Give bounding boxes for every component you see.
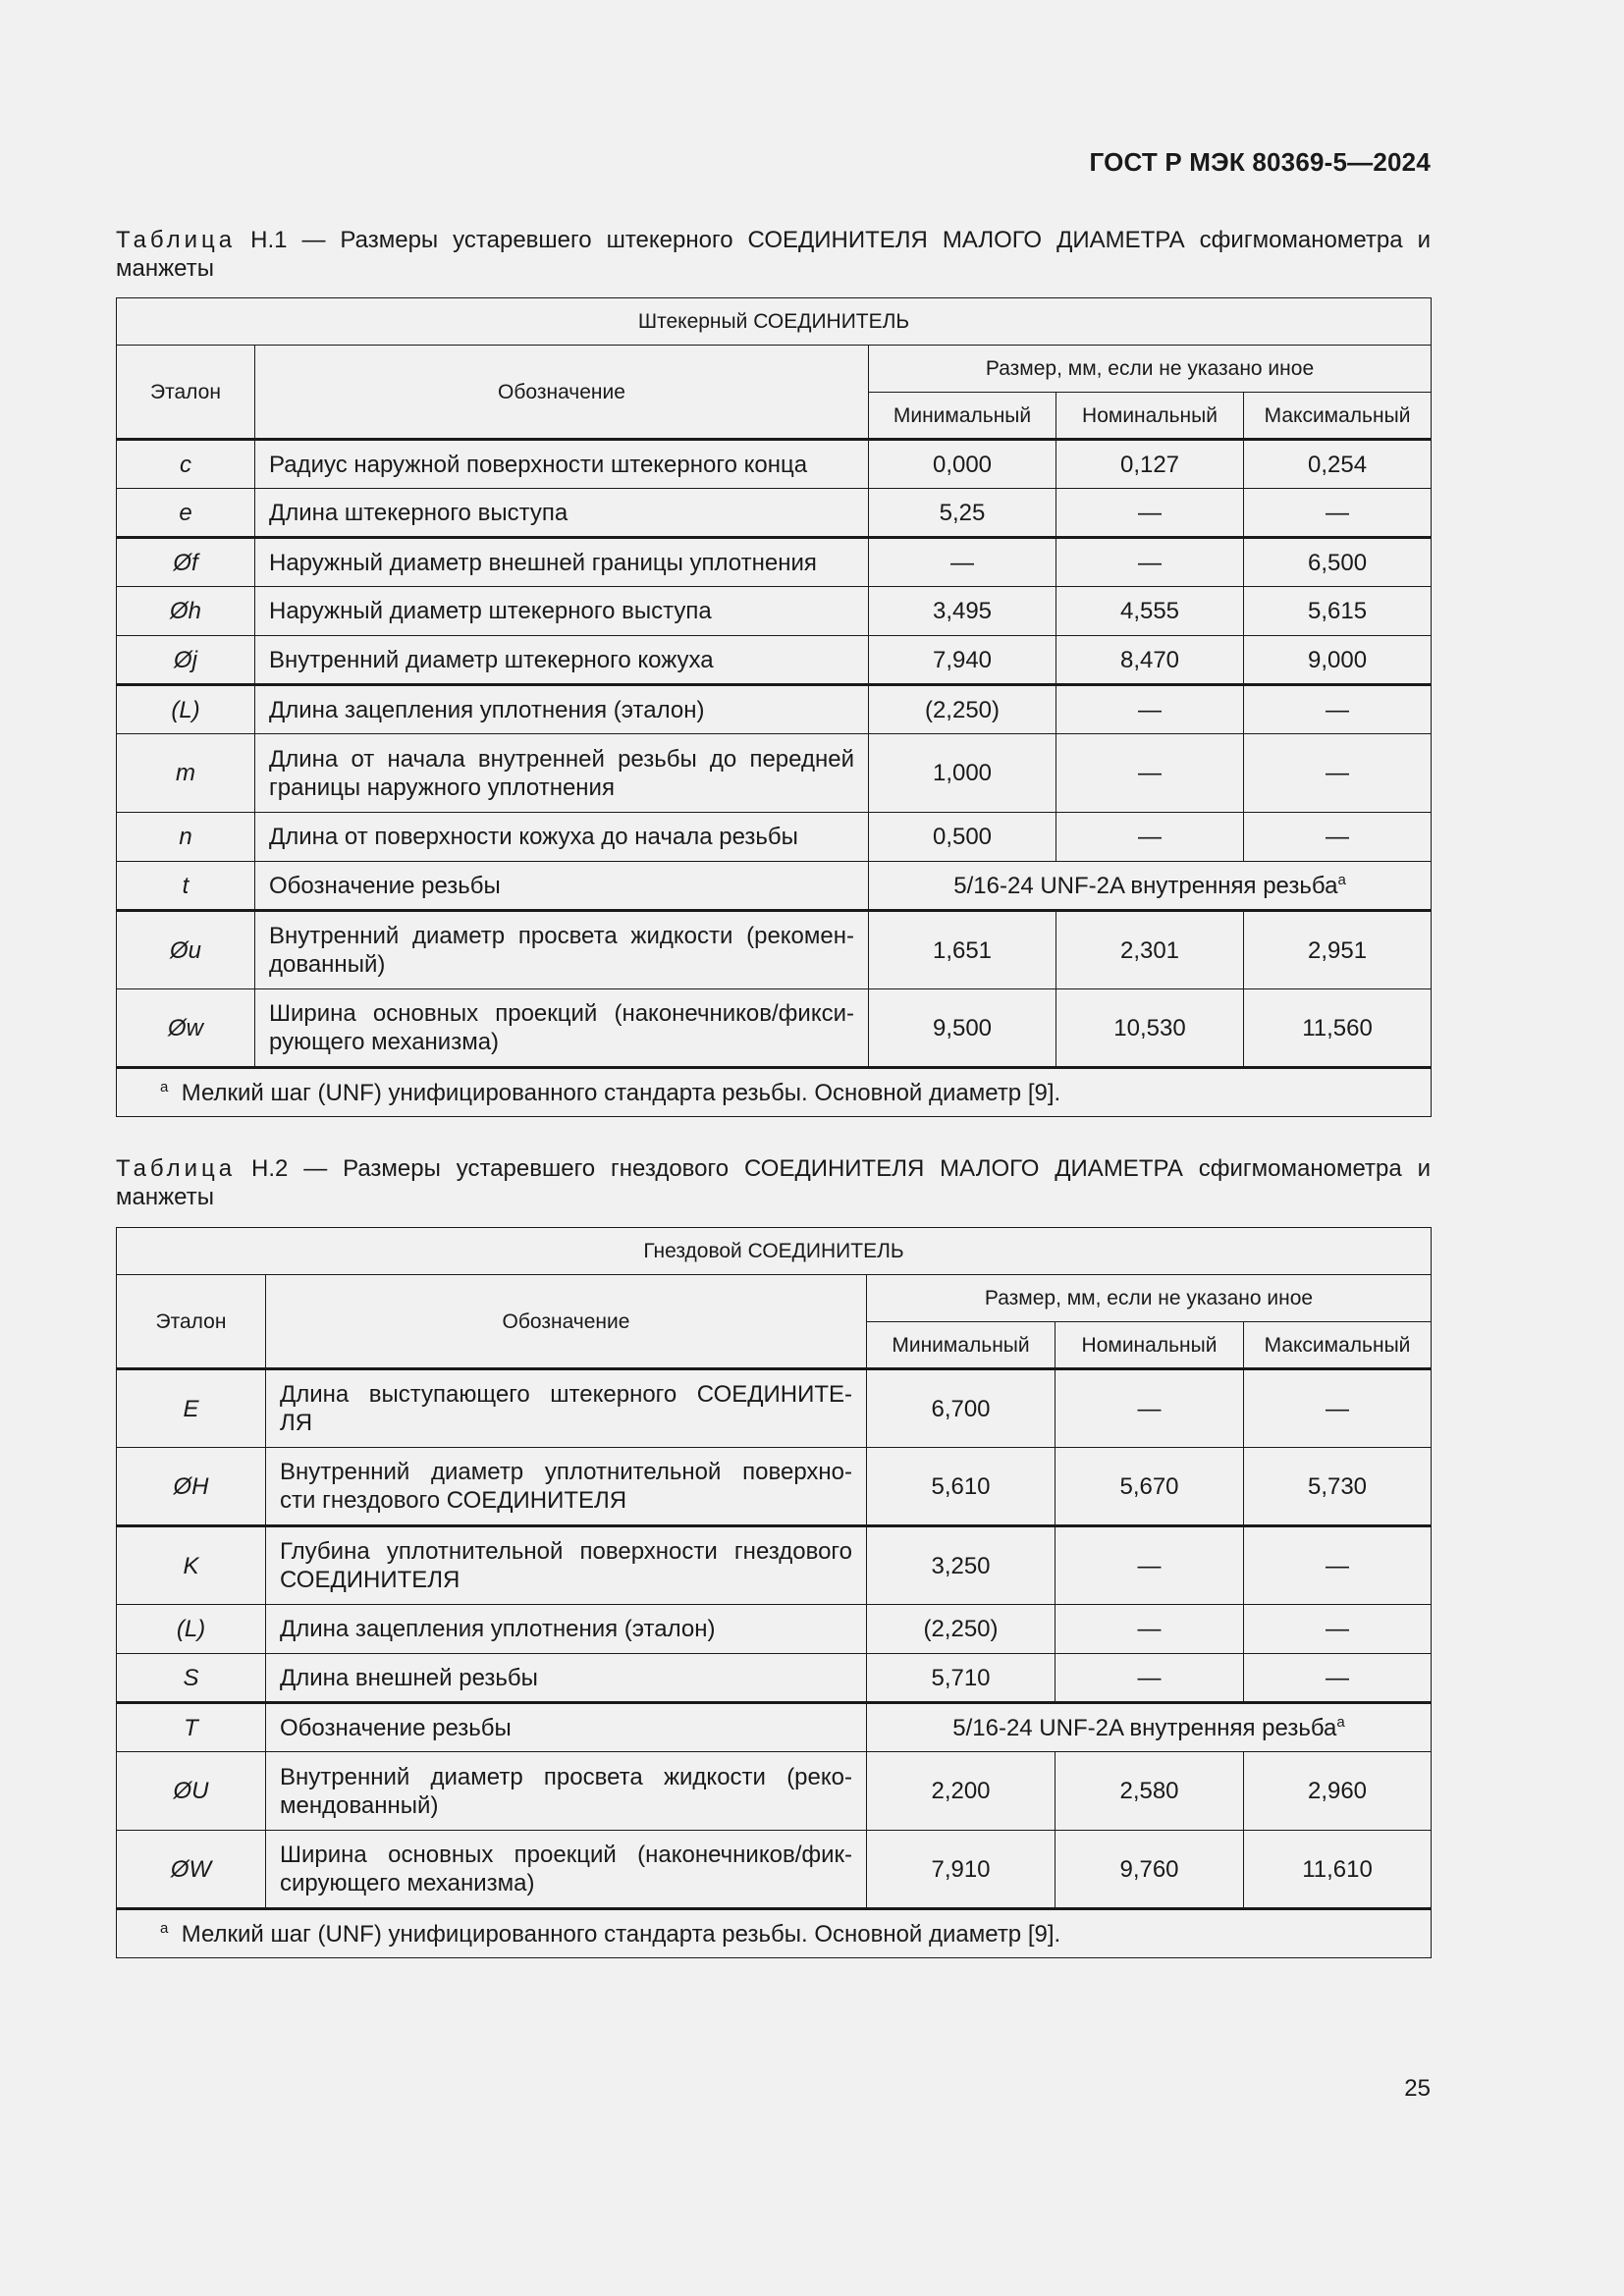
table2-col-desc: Обозначение — [266, 1275, 867, 1369]
table2 — [116, 1227, 1432, 1958]
row-min: 6,700 — [867, 1369, 1056, 1448]
row-description: Ширина основных проекций (наконечников/фикси- рующего механизма) — [255, 989, 869, 1068]
row-nom: — — [1056, 685, 1244, 734]
row-min: 7,910 — [867, 1831, 1056, 1909]
table-row — [117, 1369, 1432, 1448]
row-max: 11,610 — [1244, 1831, 1432, 1909]
row-max: — — [1244, 734, 1432, 813]
table-row — [117, 813, 1432, 862]
row-symbol: n — [117, 813, 255, 862]
row-max: — — [1244, 685, 1432, 734]
row-max: 0,254 — [1244, 440, 1432, 489]
table2-caption — [116, 1154, 1431, 1211]
row-symbol: S — [117, 1654, 266, 1703]
row-max: 11,560 — [1244, 989, 1432, 1068]
page-number: 25 — [1404, 2075, 1431, 2102]
row-max: 2,951 — [1244, 911, 1432, 989]
row-description: Длина внешней резьбы — [266, 1654, 867, 1703]
row-max: — — [1244, 1605, 1432, 1654]
table-row — [117, 685, 1432, 734]
table-row — [117, 440, 1432, 489]
table-row — [117, 1703, 1432, 1752]
row-symbol: Øj — [117, 636, 255, 685]
table-footnote-row — [117, 1909, 1432, 1958]
row-description: Длина штекерного выступа — [255, 489, 869, 538]
table-row — [117, 1605, 1432, 1654]
row-min: 7,940 — [869, 636, 1056, 685]
row-max: — — [1244, 1369, 1432, 1448]
table-row — [117, 911, 1432, 989]
row-symbol: T — [117, 1703, 266, 1752]
table1-col-max: Максимальный — [1244, 393, 1432, 440]
thread-designation: 5/16-24 UNF-2A внутренняя резьба$^a$ — [869, 862, 1432, 911]
row-min: — — [869, 538, 1056, 587]
row-description: Внутренний диаметр уплотнительной поверхно- сти гнездового СОЕДИНИТЕЛЯ — [266, 1448, 867, 1526]
row-description: Длина зацепления уплотнения (эталон) — [266, 1605, 867, 1654]
row-min: 0,000 — [869, 440, 1056, 489]
row-description: Глубина уплотнительной поверхности гнездового СОЕДИНИТЕЛЯ — [266, 1526, 867, 1605]
row-nom: — — [1056, 1654, 1244, 1703]
table1-caption — [116, 226, 1431, 283]
table-row — [117, 1448, 1432, 1526]
row-max: 5,615 — [1244, 587, 1432, 636]
row-min: 1,651 — [869, 911, 1056, 989]
document-code: ГОСТ Р МЭК 80369-5—2024 — [1089, 147, 1431, 177]
row-nom: 0,127 — [1056, 440, 1244, 489]
row-nom: — — [1056, 1369, 1244, 1448]
table-row — [117, 538, 1432, 587]
table2-col-size: Размер, мм, если не указано иное — [867, 1275, 1432, 1322]
table1-footnote: $^a$ Мелкий шаг (UNF) унифицированного стандарта резьбы. Основной диаметр [9]. — [117, 1068, 1432, 1117]
row-description: Наружный диаметр внешней границы уплотнения — [255, 538, 869, 587]
table-row — [117, 636, 1432, 685]
row-symbol: (L) — [117, 685, 255, 734]
row-max: 6,500 — [1244, 538, 1432, 587]
row-min: 1,000 — [869, 734, 1056, 813]
row-nom: — — [1056, 1605, 1244, 1654]
row-description: Длина от поверхности кожуха до начала резьбы — [255, 813, 869, 862]
table1-col-size: Размер, мм, если не указано иное — [869, 346, 1432, 393]
row-symbol: (L) — [117, 1605, 266, 1654]
row-min: 5,710 — [867, 1654, 1056, 1703]
table1-caption-label: Таблица — [116, 227, 237, 253]
table-row — [117, 587, 1432, 636]
row-max: — — [1244, 1526, 1432, 1605]
row-description: Длина выступающего штекерного СОЕДИНИТЕ- ЛЯ — [266, 1369, 867, 1448]
row-min: (2,250) — [867, 1605, 1056, 1654]
table-row — [117, 1752, 1432, 1831]
row-min: 3,250 — [867, 1526, 1056, 1605]
table-row — [117, 862, 1432, 911]
table2-col-nom: Номинальный — [1056, 1322, 1244, 1369]
row-nom: 8,470 — [1056, 636, 1244, 685]
row-nom: — — [1056, 734, 1244, 813]
row-min: 9,500 — [869, 989, 1056, 1068]
row-nom: — — [1056, 538, 1244, 587]
row-symbol: t — [117, 862, 255, 911]
row-min: 5,610 — [867, 1448, 1056, 1526]
table2-group-title: Гнездовой СОЕДИНИТЕЛЬ — [117, 1228, 1432, 1275]
row-nom: 5,670 — [1056, 1448, 1244, 1526]
table2-col-max: Максимальный — [1244, 1322, 1432, 1369]
row-symbol: ØH — [117, 1448, 266, 1526]
row-symbol: ØW — [117, 1831, 266, 1909]
table2-caption-text: Н.2 — Размеры устаревшего гнездового СОЕДИНИТЕЛЯ МАЛОГО ДИАМЕТРА сфигмоманометра и манжеты — [116, 1155, 1431, 1210]
row-description: Наружный диаметр штекерного выступа — [255, 587, 869, 636]
table2-col-min: Минимальный — [867, 1322, 1056, 1369]
row-description: Длина зацепления уплотнения (эталон) — [255, 685, 869, 734]
row-symbol: K — [117, 1526, 266, 1605]
row-description: Внутренний диаметр просвета жидкости (реко- мендованный) — [266, 1752, 867, 1831]
row-description: Радиус наружной поверхности штекерного конца — [255, 440, 869, 489]
table1-caption-text: Н.1 — Размеры устаревшего штекерного СОЕДИНИТЕЛЯ МАЛОГО ДИАМЕТРА сфигмоманометра и манжеты — [116, 227, 1431, 282]
row-symbol: m — [117, 734, 255, 813]
row-max: — — [1244, 813, 1432, 862]
table1-col-nom: Номинальный — [1056, 393, 1244, 440]
table-row — [117, 1654, 1432, 1703]
table1 — [116, 297, 1432, 1117]
row-nom: 10,530 — [1056, 989, 1244, 1068]
table1-group-title: Штекерный СОЕДИНИТЕЛЬ — [117, 298, 1432, 346]
table1-col-ref: Эталон — [117, 346, 255, 440]
table-row — [117, 734, 1432, 813]
table1-col-desc: Обозначение — [255, 346, 869, 440]
row-description: Обозначение резьбы — [266, 1703, 867, 1752]
row-description: Внутренний диаметр просвета жидкости (рекомен- дованный) — [255, 911, 869, 989]
row-symbol: c — [117, 440, 255, 489]
row-min: 5,25 — [869, 489, 1056, 538]
table-footnote-row — [117, 1068, 1432, 1117]
row-nom: — — [1056, 813, 1244, 862]
table1-col-min: Минимальный — [869, 393, 1056, 440]
row-description: Обозначение резьбы — [255, 862, 869, 911]
row-nom: 9,760 — [1056, 1831, 1244, 1909]
row-symbol: Øu — [117, 911, 255, 989]
row-description: Ширина основных проекций (наконечников/фик- сирующего механизма) — [266, 1831, 867, 1909]
table2-caption-label: Таблица — [116, 1155, 237, 1182]
row-max: — — [1244, 489, 1432, 538]
row-min: (2,250) — [869, 685, 1056, 734]
row-nom: 4,555 — [1056, 587, 1244, 636]
row-symbol: E — [117, 1369, 266, 1448]
row-max: 9,000 — [1244, 636, 1432, 685]
row-max: 2,960 — [1244, 1752, 1432, 1831]
row-symbol: Øh — [117, 587, 255, 636]
row-min: 2,200 — [867, 1752, 1056, 1831]
thread-designation: 5/16-24 UNF-2A внутренняя резьба$^a$ — [867, 1703, 1432, 1752]
row-min: 0,500 — [869, 813, 1056, 862]
row-nom: — — [1056, 489, 1244, 538]
row-max: — — [1244, 1654, 1432, 1703]
table-row — [117, 1526, 1432, 1605]
row-symbol: Øf — [117, 538, 255, 587]
row-symbol: Øw — [117, 989, 255, 1068]
table-row — [117, 489, 1432, 538]
row-symbol: e — [117, 489, 255, 538]
row-nom: 2,580 — [1056, 1752, 1244, 1831]
table-row — [117, 1831, 1432, 1909]
table2-footnote: $^a$ Мелкий шаг (UNF) унифицированного стандарта резьбы. Основной диаметр [9]. — [117, 1909, 1432, 1958]
row-nom: — — [1056, 1526, 1244, 1605]
row-description: Внутренний диаметр штекерного кожуха — [255, 636, 869, 685]
row-nom: 2,301 — [1056, 911, 1244, 989]
table-row — [117, 989, 1432, 1068]
row-symbol: ØU — [117, 1752, 266, 1831]
row-min: 3,495 — [869, 587, 1056, 636]
row-description: Длина от начала внутренней резьбы до передней границы наружного уплотнения — [255, 734, 869, 813]
table2-col-ref: Эталон — [117, 1275, 266, 1369]
row-max: 5,730 — [1244, 1448, 1432, 1526]
